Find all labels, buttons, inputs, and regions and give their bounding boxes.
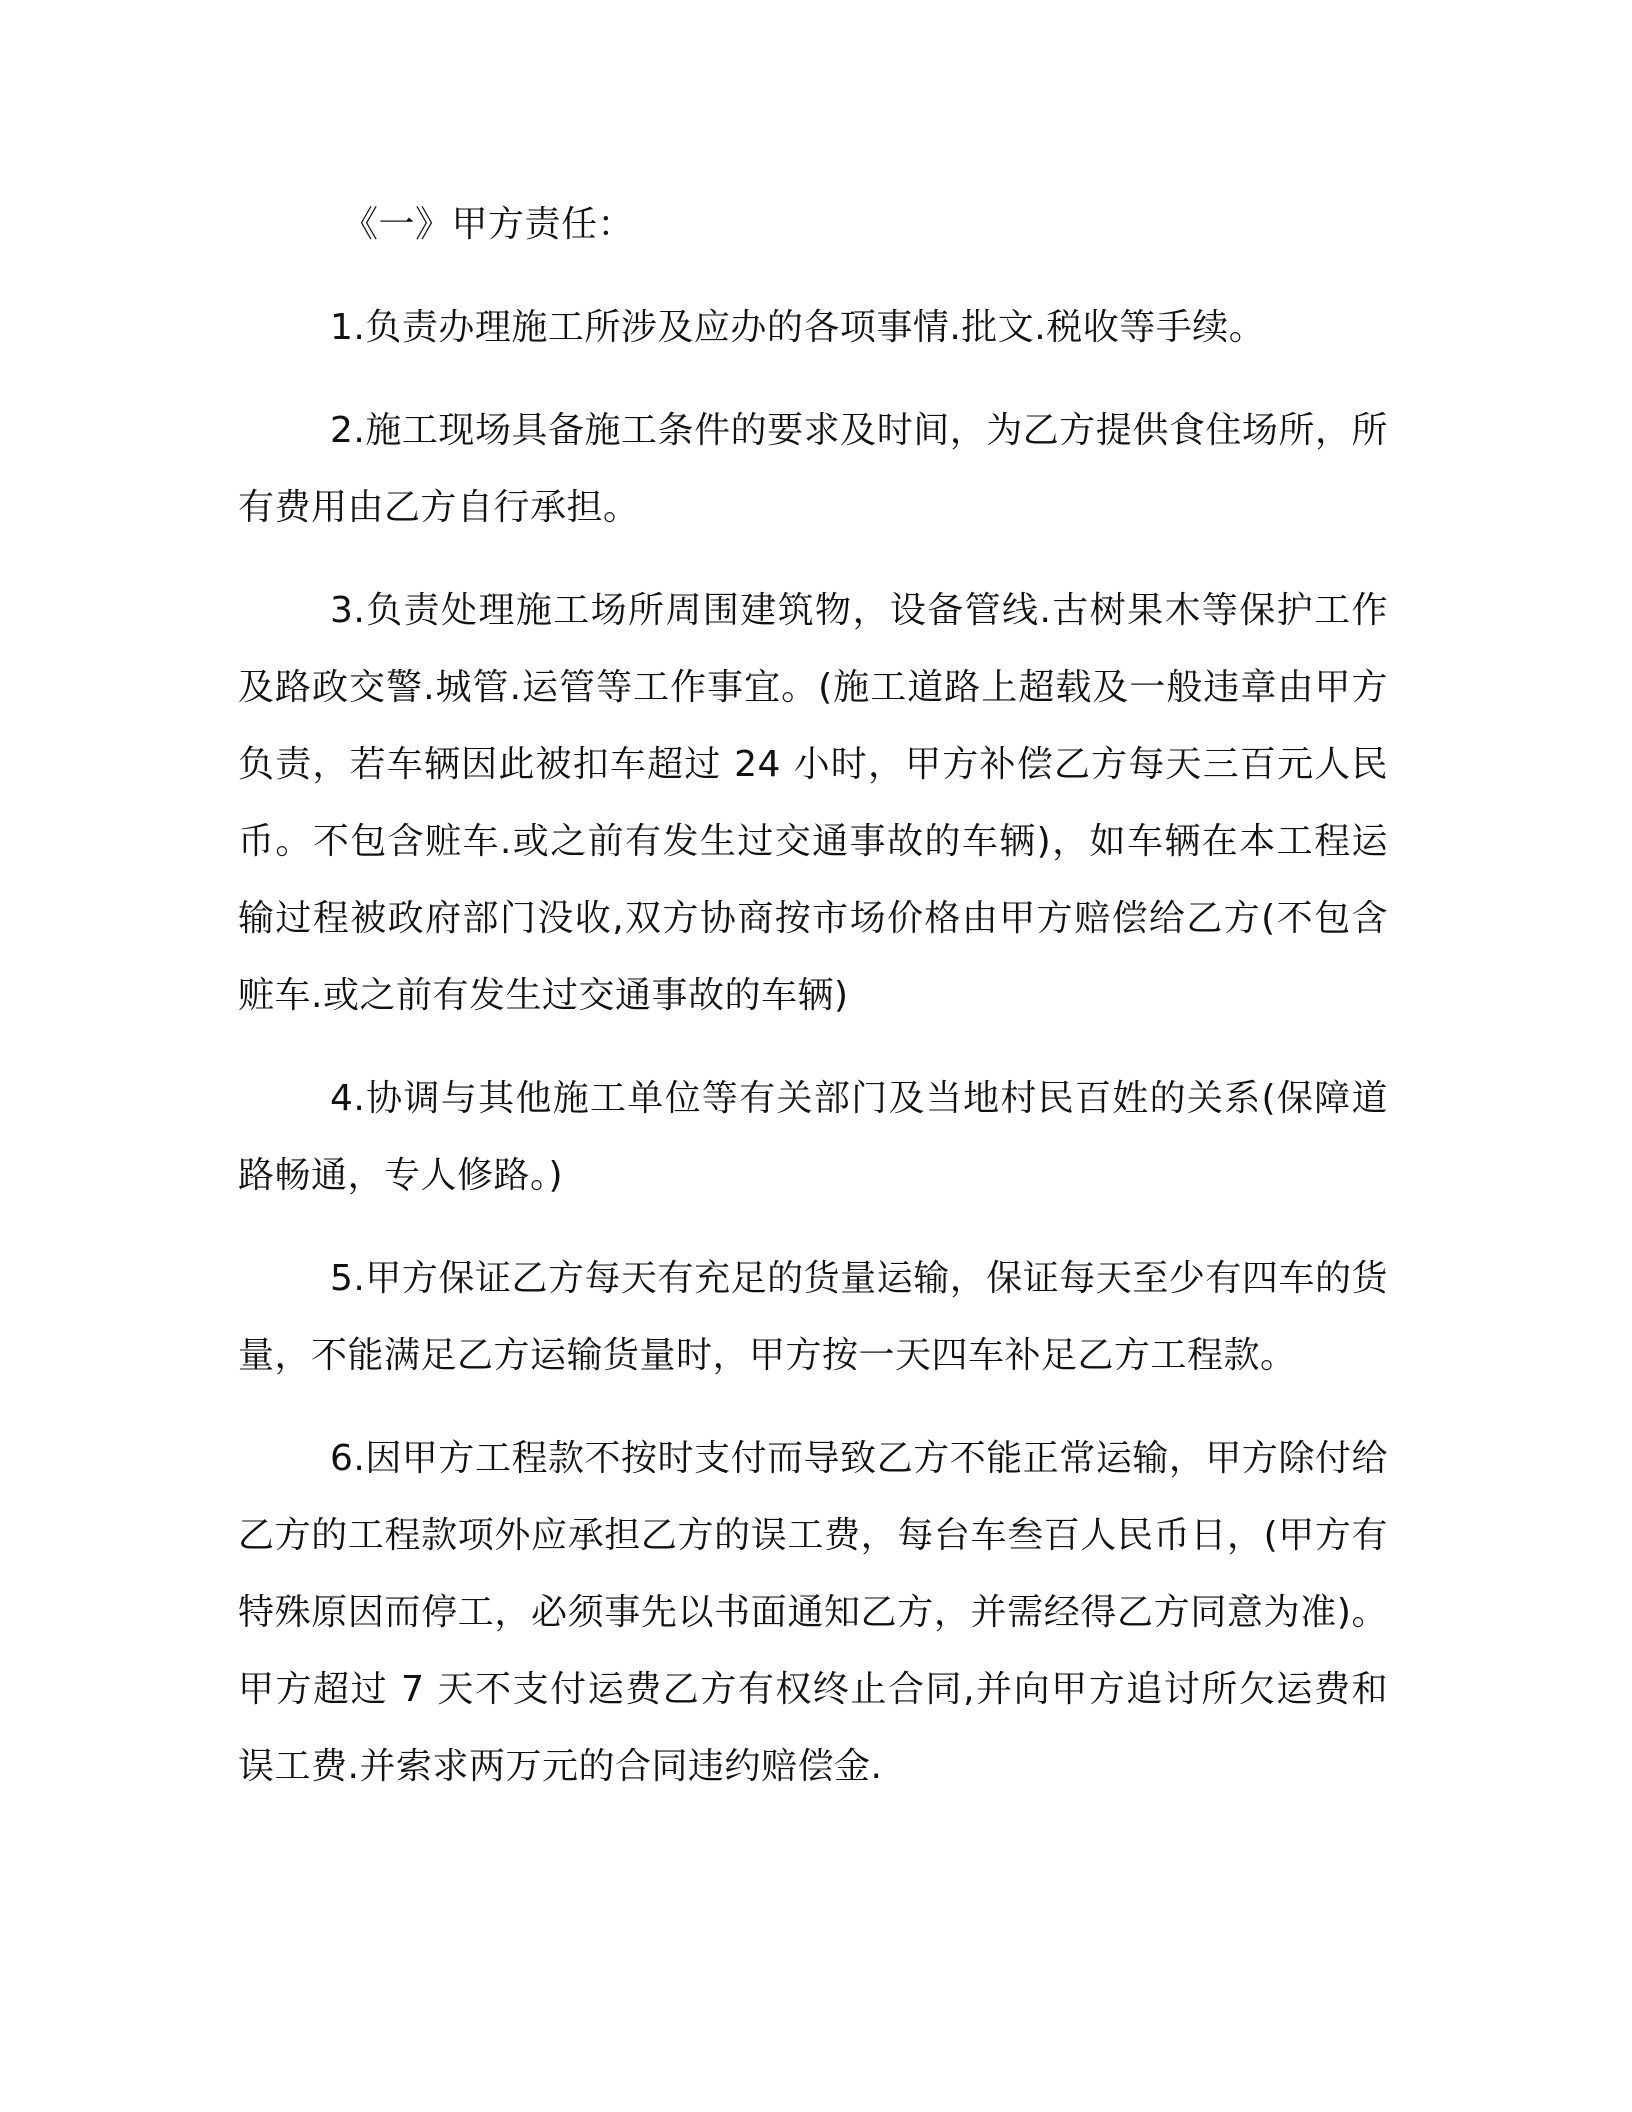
document-body xyxy=(238,186,1388,1831)
clause-4: 4.协调与其他施工单位等有关部门及当地村民百姓的关系(保障道路畅通，专人修路。) xyxy=(238,1078,1388,1196)
section-heading: 《一》甲方责任： xyxy=(342,204,635,245)
clause-1: 1.负责办理施工所涉及应办的各项事情.批文.税收等手续。 xyxy=(330,307,1266,348)
clause-3: 3.负责处理施工场所周围建筑物，设备管线.古树果木等保护工作及路政交警.城管.运管等工作事宜。(施工道路上超载及一般违章由甲方负责，若车辆因此被扣车超过 24 小时，甲方补偿乙方每天三百元人民币。不包含赃车.或之前有发生过交通事故的车辆)，如车辆在本工程运输过程被政府部门没收,双方协商按市场价格由甲方赔偿给乙方(不包含赃车.或之前有发生过交通事故的车辆) xyxy=(238,590,1388,1016)
clause-6: 6.因甲方工程款不按时支付而导致乙方不能正常运输，甲方除付给乙方的工程款项外应承担乙方的误工费，每台车叁百人民币日，(甲方有特殊原因而停工，必须事先以书面通知乙方，并需经得乙方同意为准)。甲方超过 7 天不支付运费乙方有权终止合同,并向甲方追讨所欠运费和误工费.并索求两万元的合同违约赔偿金. xyxy=(238,1438,1388,1787)
clause-5: 5.甲方保证乙方每天有充足的货量运输，保证每天至少有四车的货量，不能满足乙方运输货量时，甲方按一天四车补足乙方工程款。 xyxy=(238,1258,1388,1376)
clause-2: 2.施工现场具备施工条件的要求及时间，为乙方提供食住场所，所有费用由乙方自行承担。 xyxy=(238,410,1388,528)
